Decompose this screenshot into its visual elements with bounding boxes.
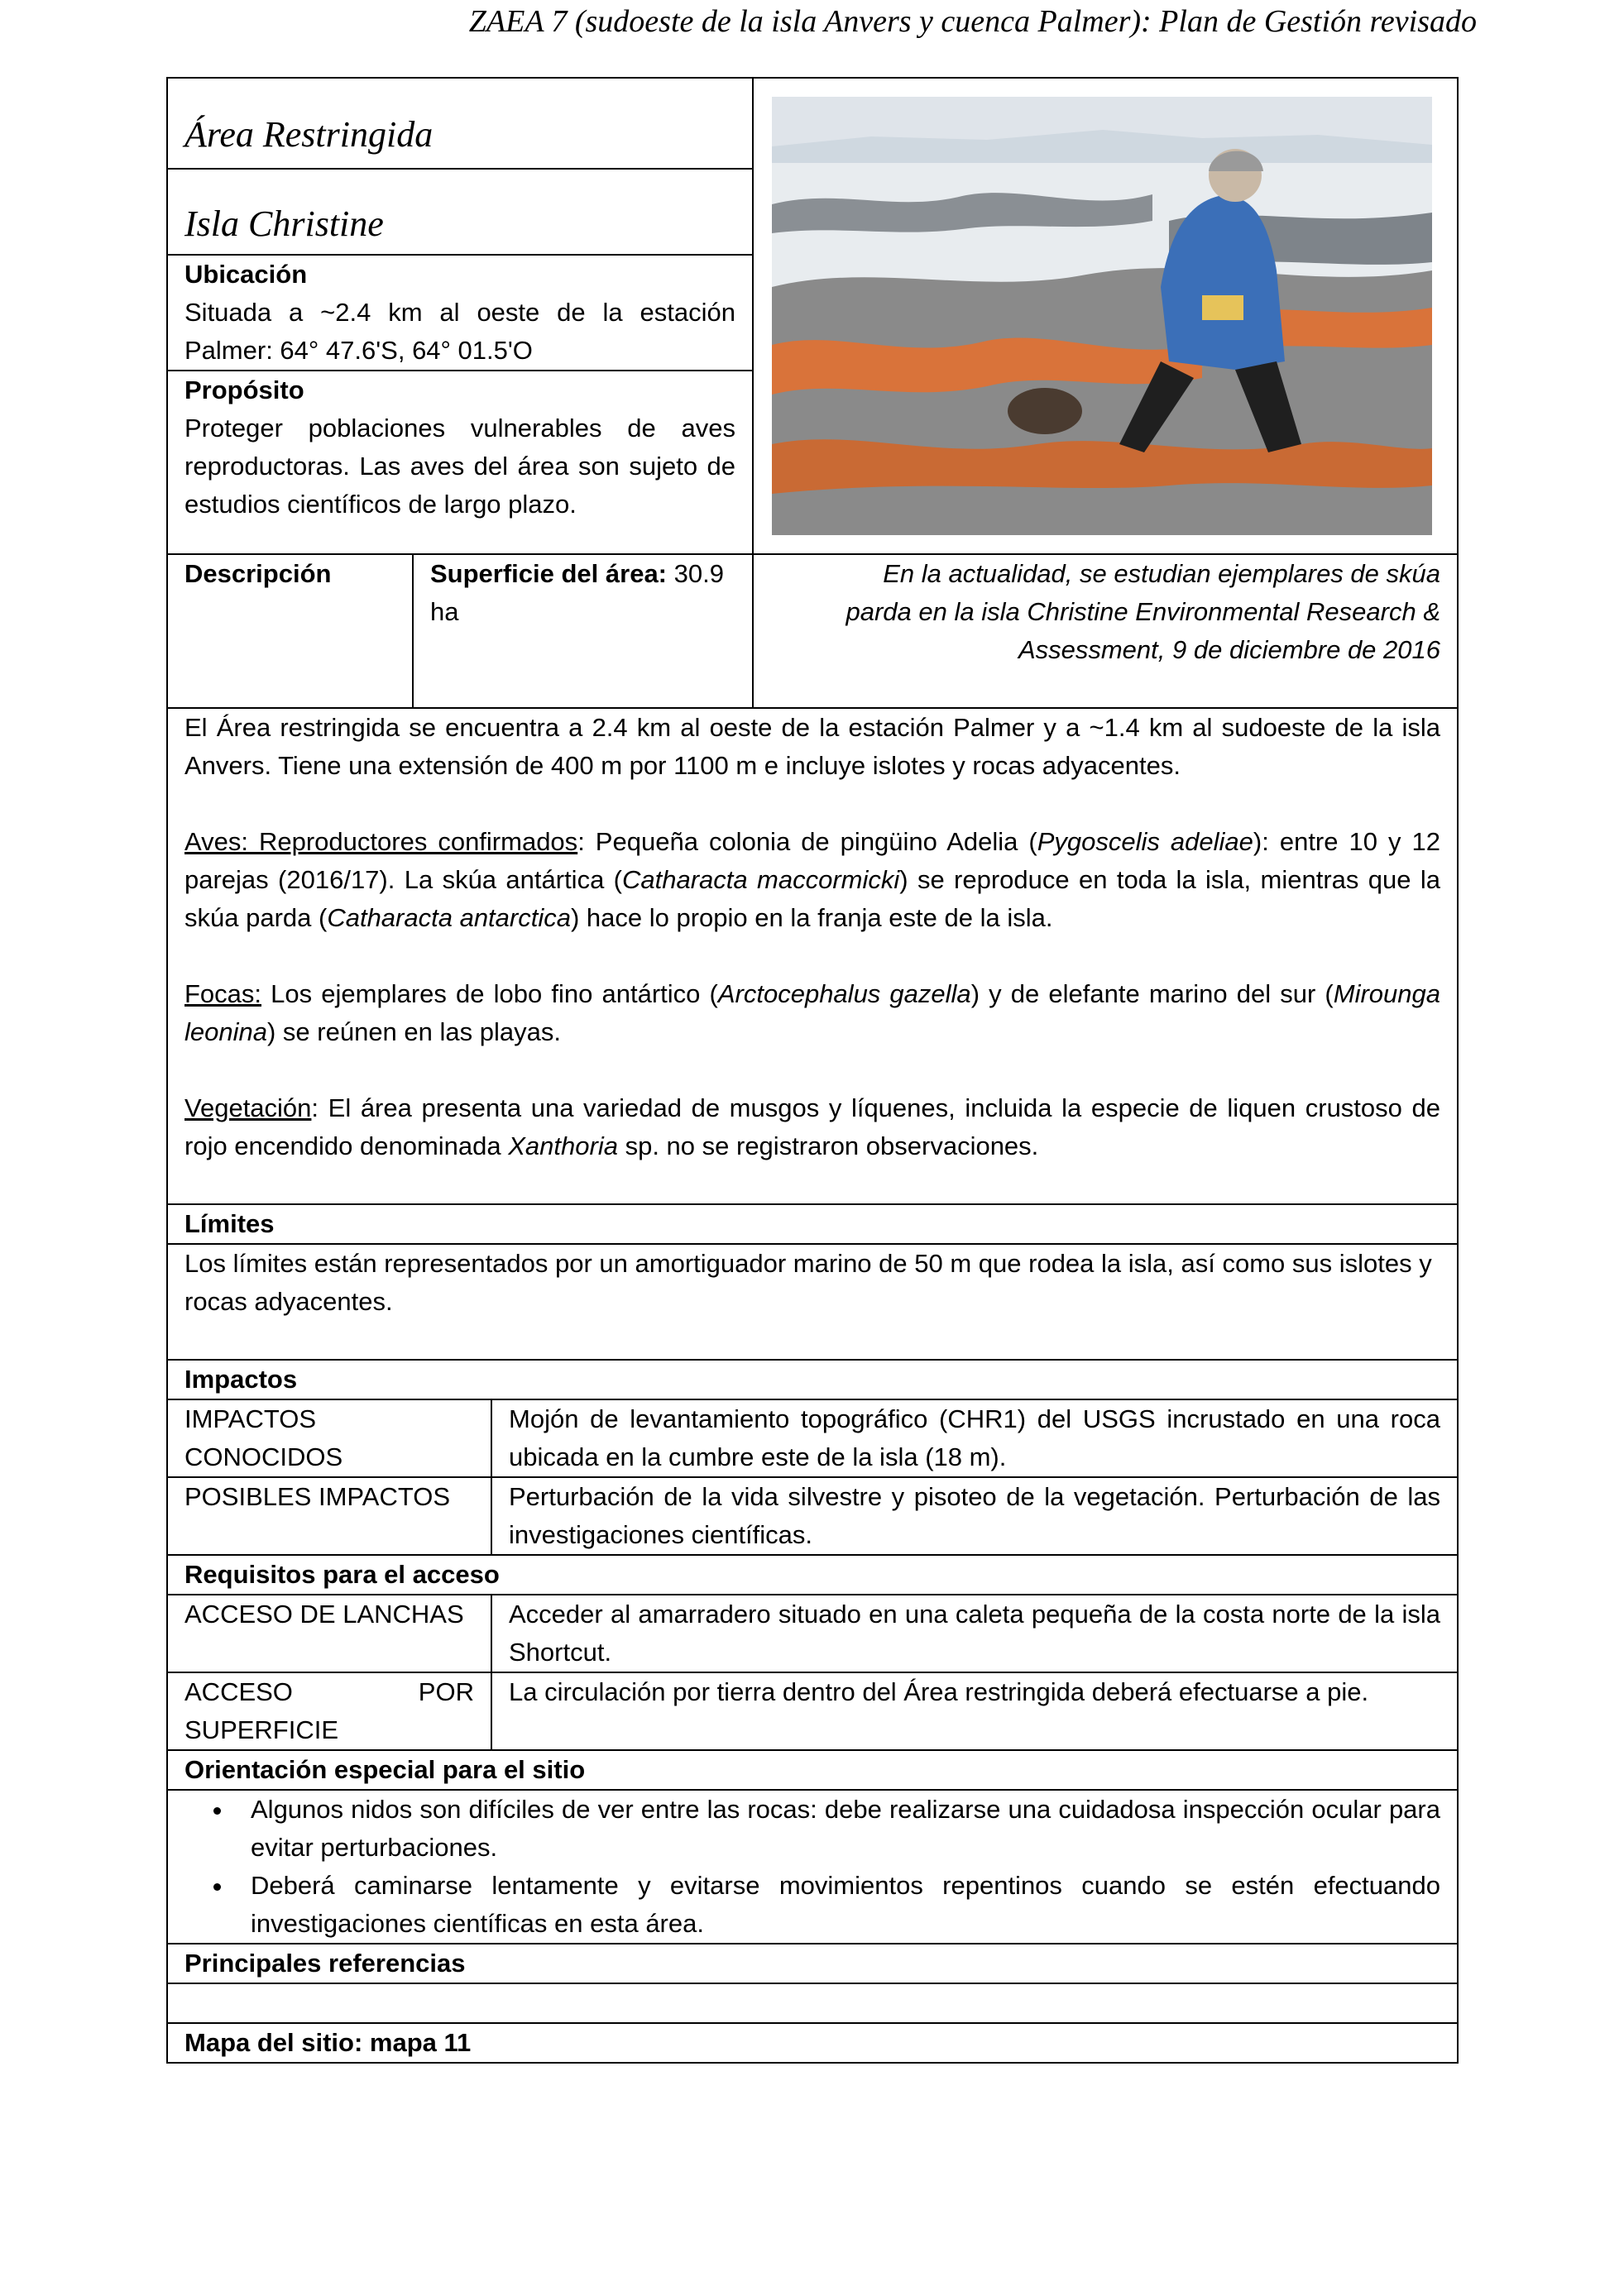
species-catharacta-maccormicki: Catharacta maccormicki [622,865,900,894]
impactos-label: Impactos [167,1360,1458,1399]
focas-text-1: Los ejemplares de lobo fino antártico ( [261,979,718,1008]
acceso-lanchas-value: Acceder al amarradero situado en una caleta pequeña de la costa norte de la isla Shortcut. [491,1595,1458,1672]
table-row [167,1595,1458,1672]
aves-label: Aves: Reproductores confirmados [184,827,578,856]
list-item: • Deberá caminarse lentamente y evitarse movimientos repentinos cuando se estén efectuando investigaciones científicas en esta área. [234,1867,1440,1943]
location-purpose-cell [167,255,753,554]
proposito-label: Propósito [184,375,304,404]
table-row [167,1477,1458,1555]
aves-paragraph [184,823,1440,937]
aves-text-3: ) se reproduce en toda la isla, mientras que la skúa parda ( [184,865,1440,932]
list-item: • Algunos nidos son difíciles de ver entre las rocas: debe realizarse una cuidadosa inspección ocular para evitar perturbaciones. [234,1791,1440,1867]
vegetacion-label: Vegetación [184,1093,312,1122]
species-catharacta-antarctica: Catharacta antarctica [327,903,571,932]
vegetacion-text-2: sp. no se registraron observaciones. [617,1131,1039,1160]
photo-caption: En la actualidad, se estudian ejemplares de skúa parda en la isla Christine Environmental Research & Assessment, 9 de diciembre de 2016 [753,554,1458,708]
limites-label: Límites [167,1204,1458,1244]
photo-cell [753,78,1458,554]
proposito-block [168,370,752,524]
vegetacion-paragraph [184,1089,1440,1165]
site-name-title: Isla Christine [167,169,753,255]
page-header: ZAEA 7 (sudoeste de la isla Anvers y cuenca Palmer): Plan de Gestión revisado [468,4,1477,39]
aves-text-1: : Pequeña colonia de pingüino Adelia ( [577,827,1037,856]
ubicacion-text: Situada a ~2.4 km al oeste de la estación Palmer: 64° 47.6'S, 64° 01.5'O [184,297,735,365]
focas-text-2: ) y de elefante marino del sur ( [970,979,1334,1008]
acceso-lanchas-key: ACCESO DE LANCHAS [167,1595,491,1672]
acceso-superficie-value: La circulación por tierra dentro del Área restringida deberá efectuarse a pie. [491,1672,1458,1750]
descripcion-label: Descripción [167,554,413,708]
impactos-conocidos-value: Mojón de levantamiento topográfico (CHR1) del USGS incrustado en una roca ubicada en la cumbre este de la isla (18 m). [491,1399,1458,1477]
table-row [167,1399,1458,1477]
superficie-value: 30.9 ha [430,559,724,626]
acceso-label: Requisitos para el acceso [167,1555,1458,1595]
focas-text-3: ) se reúnen en las playas. [266,1017,561,1046]
proposito-text: Proteger poblaciones vulnerables de aves reproductoras. Las aves del área son sujeto de estudios científicos de largo plazo. [184,413,735,519]
ubicacion-label: Ubicación [184,259,308,289]
posibles-impactos-key: POSIBLES IMPACTOS [167,1477,491,1555]
species-xanthoria: Xanthoria [508,1131,618,1160]
mapa-label: Mapa del sitio: mapa 11 [167,2023,1458,2063]
species-mirounga: Mirounga leonina [184,979,1440,1046]
orientacion-list [184,1791,1440,1943]
species-arctocephalus: Arctocephalus gazella [717,979,971,1008]
intro-paragraph: El Área restringida se encuentra a 2.4 km al oeste de la estación Palmer y a ~1.4 km al sudoeste de la isla Anvers. Tiene una extensión de 400 m por 1100 m e incluye islotes y rocas adyacentes. [184,713,1440,780]
focas-paragraph [184,975,1440,1051]
site-photo [772,97,1432,535]
referencias-empty [167,1983,1458,2023]
species-pygoscelis: Pygoscelis adeliae [1037,827,1253,856]
focas-label: Focas: [184,979,262,1008]
aves-text-2: ): entre 10 y 12 parejas (2016/17). La skúa antártica ( [184,827,1440,894]
superficie-cell [413,554,753,708]
posibles-impactos-value: Perturbación de la vida silvestre y pisoteo de la vegetación. Perturbación de las investigaciones científicas. [491,1477,1458,1555]
referencias-label: Principales referencias [167,1944,1458,1983]
impactos-conocidos-key: IMPACTOS CONOCIDOS [167,1399,491,1477]
description-body [167,708,1458,1204]
acceso-superficie-key: ACCESO POR SUPERFICIE [167,1672,491,1750]
superficie-label: Superficie del área: [430,559,668,588]
site-table [166,77,1459,2064]
orientacion-list-cell [167,1790,1458,1944]
area-type-title: Área Restringida [167,78,753,169]
vegetacion-text-1: : El área presenta una variedad de musgos y líquenes, incluida la especie de liquen crustoso de rojo encendido denominada [184,1093,1440,1160]
orientacion-label: Orientación especial para el sitio [167,1750,1458,1790]
site-sheet [166,77,1457,2064]
aves-text-4: ) hace lo propio en la franja este de la isla. [570,903,1053,932]
table-row [167,1672,1458,1750]
limites-text: Los límites están representados por un amortiguador marino de 50 m que rodea la isla, así como sus islotes y rocas adyacentes. [167,1244,1458,1360]
